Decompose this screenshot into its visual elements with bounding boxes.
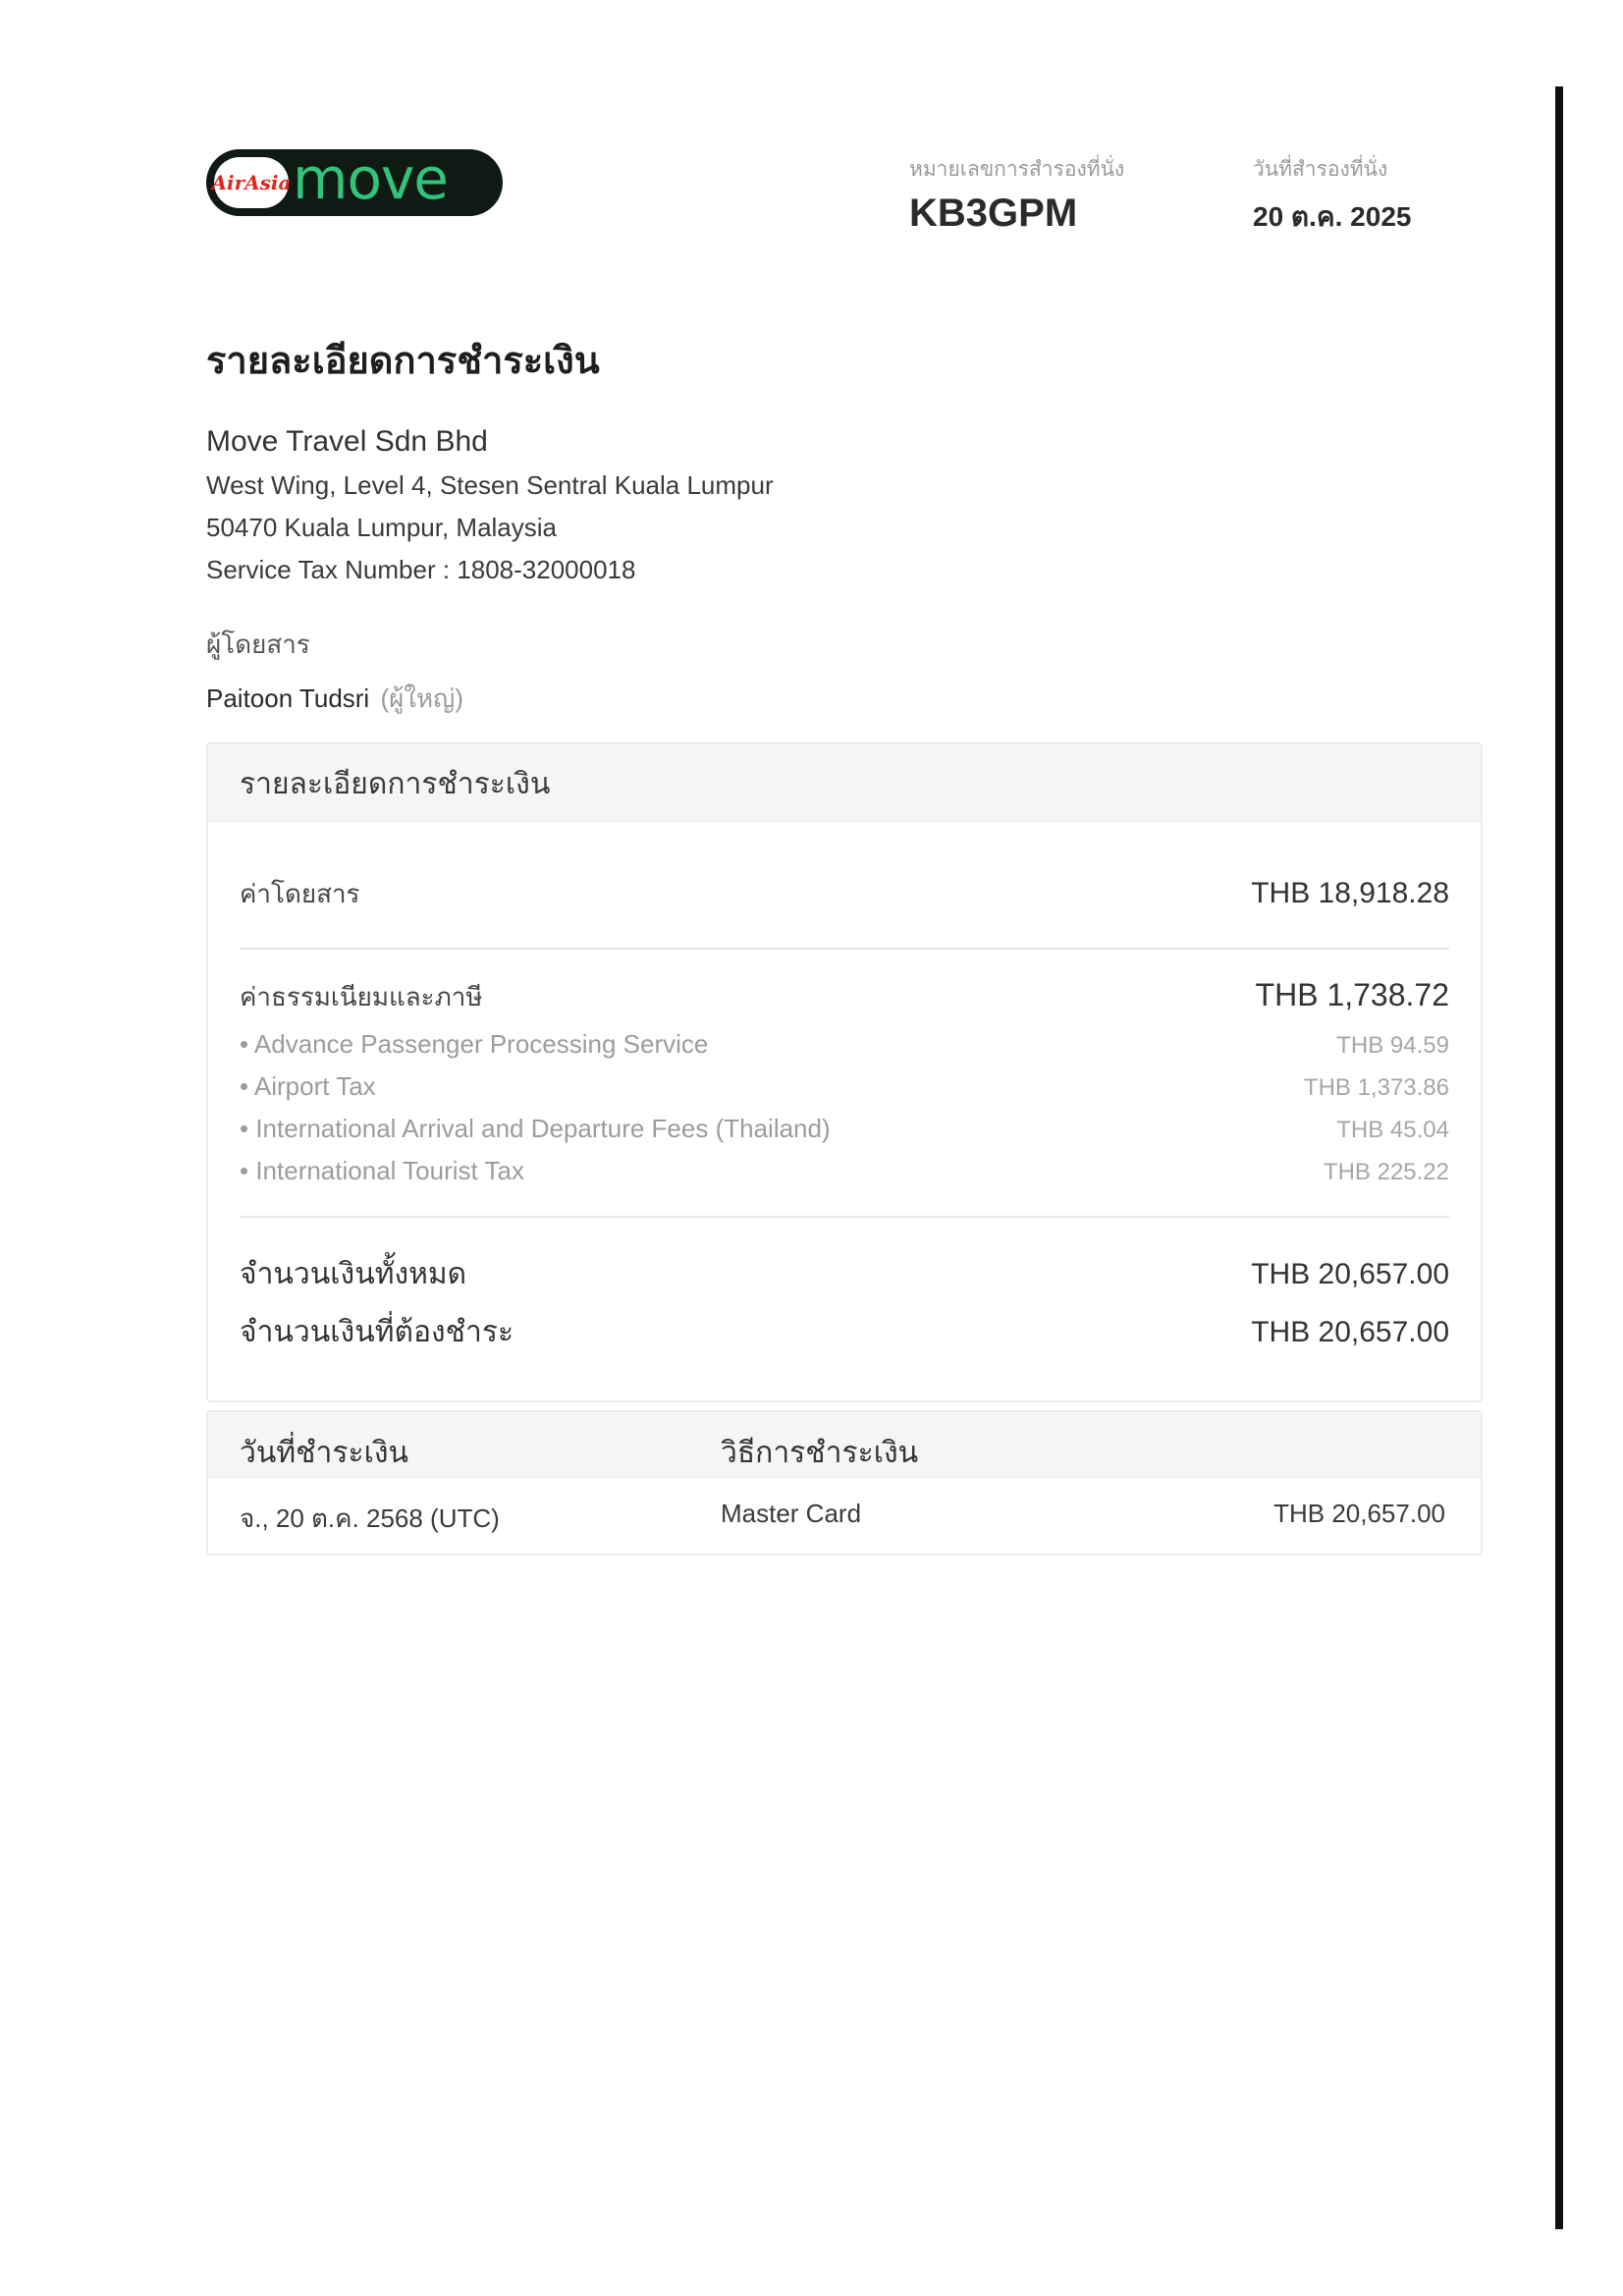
amount-due-label: จำนวนเงินที่ต้องชำระ xyxy=(240,1316,514,1348)
payment-method: Master Card xyxy=(721,1499,862,1528)
amount-due-amount: THB 20,657.00 xyxy=(1251,1316,1449,1348)
fee-item-label: • International Tourist Tax xyxy=(240,1156,524,1185)
fee-item xyxy=(240,1156,1449,1186)
fee-item-label: • Advance Passenger Processing Service xyxy=(240,1029,709,1059)
amount-due-row xyxy=(240,1309,1449,1355)
fee-item xyxy=(240,1071,1449,1102)
fees-amount: THB 1,738.72 xyxy=(1255,977,1449,1012)
fare-row xyxy=(240,823,1449,950)
receipt-header xyxy=(206,137,1483,275)
fees-row xyxy=(240,977,1449,1017)
company-address-line-2: 50470 Kuala Lumpur, Malaysia xyxy=(206,513,558,542)
page-title: รายละเอียดการชำระเงิน xyxy=(206,341,600,382)
airasia-badge: AirAsia xyxy=(214,157,289,208)
payment-date: จ., 20 ต.ค. 2568 (UTC) xyxy=(240,1503,500,1533)
payment-info-header xyxy=(208,1412,1481,1479)
payment-info-card xyxy=(206,1410,1483,1556)
company-tax-number: Service Tax Number : 1808-32000018 xyxy=(206,555,636,584)
receipt-page xyxy=(206,137,1483,1533)
fee-item-amount: THB 225.22 xyxy=(1323,1159,1449,1185)
company-name: Move Travel Sdn Bhd xyxy=(206,425,488,458)
payment-info-row xyxy=(208,1479,1481,1554)
booking-date-label: วันที่สำรองที่นั่ง xyxy=(1253,158,1388,181)
payment-amount: THB 20,657.00 xyxy=(1273,1499,1445,1528)
passenger-line xyxy=(206,679,1483,719)
passenger-label: ผู้โดยสาร xyxy=(206,629,310,659)
total-amount: THB 20,657.00 xyxy=(1251,1258,1449,1290)
booking-date-value: 20 ต.ค. 2025 xyxy=(1253,201,1412,232)
fare-label: ค่าโดยสาร xyxy=(240,879,360,908)
fee-item-label: • Airport Tax xyxy=(240,1071,376,1101)
fare-amount: THB 18,918.28 xyxy=(1251,877,1449,909)
fee-item-label: • International Arrival and Departure Fees (Thailand) xyxy=(240,1114,831,1143)
company-address-line-1: West Wing, Level 4, Stesen Sentral Kuala Lumpur xyxy=(206,470,774,500)
right-edge-rule xyxy=(1555,86,1563,2229)
payment-details-heading: รายละเอียดการชำระเงิน xyxy=(208,744,1481,823)
fee-item-amount: THB 1,373.86 xyxy=(1303,1074,1449,1101)
total-label: จำนวนเงินทั้งหมด xyxy=(240,1258,467,1290)
totals-section xyxy=(240,1218,1449,1400)
fees-label: ค่าธรรมเนียมและภาษี xyxy=(240,982,483,1011)
booking-ref-value: KB3GPM xyxy=(909,191,1078,235)
fee-item-amount: THB 45.04 xyxy=(1336,1117,1449,1143)
fee-item xyxy=(240,1029,1449,1060)
move-wordmark: move xyxy=(293,145,448,212)
payment-method-header: วิธีการชำระเงิน xyxy=(721,1437,919,1469)
fees-section xyxy=(240,950,1449,1218)
fee-item-amount: THB 94.59 xyxy=(1336,1032,1449,1059)
fee-item xyxy=(240,1114,1449,1144)
airasia-move-logo xyxy=(206,145,503,216)
payment-details-body xyxy=(208,823,1481,1400)
passenger-name: Paitoon Tudsri xyxy=(206,683,370,713)
booking-reference-block xyxy=(909,153,1124,236)
passenger-type: (ผู้ใหญ่) xyxy=(380,683,463,713)
payment-details-card xyxy=(206,742,1483,1402)
payment-date-header: วันที่ชำระเงิน xyxy=(240,1437,408,1469)
booking-date-block xyxy=(1253,153,1411,239)
booking-ref-label: หมายเลขการสำรองที่นั่ง xyxy=(909,158,1125,181)
total-row xyxy=(240,1251,1449,1297)
